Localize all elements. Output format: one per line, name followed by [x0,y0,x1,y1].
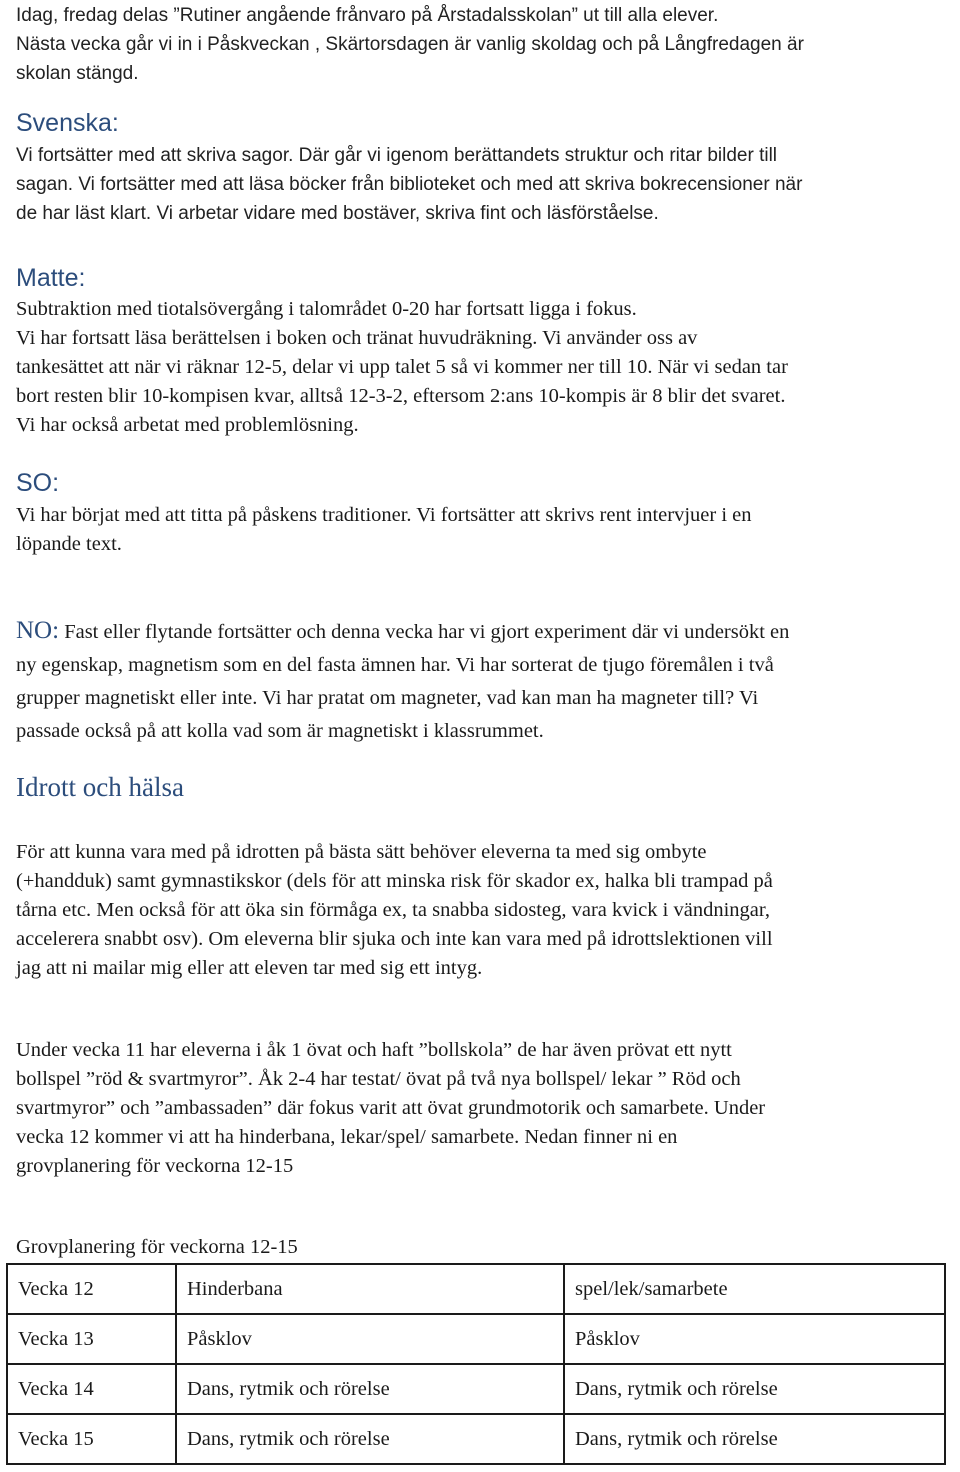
matte-line: Vi har fortsatt läsa berättelsen i boken och tränat huvudräkning. Vi använder oss av [16,327,698,349]
table-cell-focus: Dans, rytmik och rörelse [564,1414,945,1464]
so-line: löpande text. [16,533,122,555]
idrott-line: tårna etc. Men också för att öka sin förmåga ex, ta snabba sidosteg, vara kvick i vändningar, [16,899,771,921]
no-first-line [16,614,789,649]
svenska-line: Vi fortsätter med att skriva sagor. Där går vi igenom berättandets struktur och ritar bilder till [16,145,778,166]
svenska-line: sagan. Vi fortsätter med att läsa böcker från biblioteket och med att skriva bokrecensioner när [16,174,803,195]
table-cell-focus: Dans, rytmik och rörelse [564,1364,945,1414]
table-row [7,1314,945,1364]
matte-line: Subtraktion med tiotalsövergång i talområdet 0-20 har fortsatt ligga i fokus. [16,298,637,320]
plan-caption: Grovplanering för veckorna 12-15 [16,1236,298,1258]
no-line: passade också på att kolla vad som är magnetiskt i klassrummet. [16,720,544,742]
no-paragraph [16,614,789,748]
idrott-line: (+handduk) samt gymnastikskor (dels för att minska risk för skador ex, halka bli trampad på [16,870,773,892]
table-cell-week: Vecka 13 [7,1314,176,1364]
matte-heading: Matte: [16,264,86,292]
so-heading: SO: [16,469,60,497]
matte-line: tankesättet att när vi räknar 12-5, delar vi upp talet 5 så vi kommer ner till 10. När vi sedan tar [16,356,788,378]
no-heading: NO: [16,617,60,644]
no-line: Fast eller flytande fortsätter och denna vecka har vi gjort experiment där vi undersökt en [59,621,790,643]
matte-paragraph [16,295,788,440]
idrott-line: grovplanering för veckorna 12-15 [16,1155,294,1177]
svenska-line: de har läst klart. Vi arbetar vidare med bostäver, skriva fint och läsförståelse. [16,203,659,224]
idrott-line: jag att ni mailar mig eller att eleven tar med sig ett intyg. [16,957,483,979]
intro-line: skolan stängd. [16,63,139,84]
table-cell-activity: Dans, rytmik och rörelse [176,1364,564,1414]
idrott-paragraph-1 [16,838,773,983]
idrott-line: bollspel ”röd & svartmyror”. Åk 2-4 har testat/ övat på två nya bollspel/ lekar ” Röd och [16,1068,741,1090]
idrott-line: Under vecka 11 har eleverna i åk 1 övat och haft ”bollskola” de har även prövat ett nytt [16,1039,732,1061]
idrott-paragraph-2 [16,1036,765,1181]
table-cell-activity: Dans, rytmik och rörelse [176,1414,564,1464]
intro-line: Nästa vecka går vi in i Påskveckan , Skärtorsdagen är vanlig skoldag och på Långfredagen är [16,34,804,55]
table-cell-focus: spel/lek/samarbete [564,1264,945,1314]
idrott-line: För att kunna vara med på idrotten på bästa sätt behöver eleverna ta med sig ombyte [16,841,707,863]
table-cell-week: Vecka 15 [7,1414,176,1464]
idrott-line: accelerera snabbt osv). Om eleverna blir sjuka och inte kan vara med på idrottslektionen vill [16,928,773,950]
intro-line: Idag, fredag delas ”Rutiner angående frånvaro på Årstadalsskolan” ut till alla elever. [16,5,719,26]
so-line: Vi har börjat med att titta på påskens traditioner. Vi fortsätter att skrivs rent intervjuer i en [16,504,752,526]
svenska-heading: Svenska: [16,109,119,137]
table-cell-week: Vecka 12 [7,1264,176,1314]
plan-table [6,1263,946,1465]
table-row [7,1264,945,1314]
matte-line: bort resten blir 10-kompisen kvar, alltså 12-3-2, eftersom 2:ans 10-kompis är 8 blir det svaret. [16,385,786,407]
idrott-line: svartmyror” och ”ambassaden” där fokus varit att övat grundmotorik och samarbete. Under [16,1097,766,1119]
intro-paragraph [16,1,804,88]
table-row [7,1414,945,1464]
table-cell-week: Vecka 14 [7,1364,176,1414]
no-line: ny egenskap, magnetism som en del fasta ämnen har. Vi har sorterat de tjugo föremålen i två [16,654,774,676]
table-cell-activity: Påsklov [176,1314,564,1364]
no-line: grupper magnetiskt eller inte. Vi har pratat om magneter, vad kan man ha magneter till? Vi [16,687,759,709]
svenska-paragraph [16,141,802,228]
so-paragraph [16,501,752,559]
idrott-line: vecka 12 kommer vi att ha hinderbana, lekar/spel/ samarbete. Nedan finner ni en [16,1126,678,1148]
matte-line: Vi har också arbetat med problemlösning. [16,414,359,436]
idrott-heading: Idrott och hälsa [16,772,184,802]
table-cell-focus: Påsklov [564,1314,945,1364]
table-cell-activity: Hinderbana [176,1264,564,1314]
table-row [7,1364,945,1414]
